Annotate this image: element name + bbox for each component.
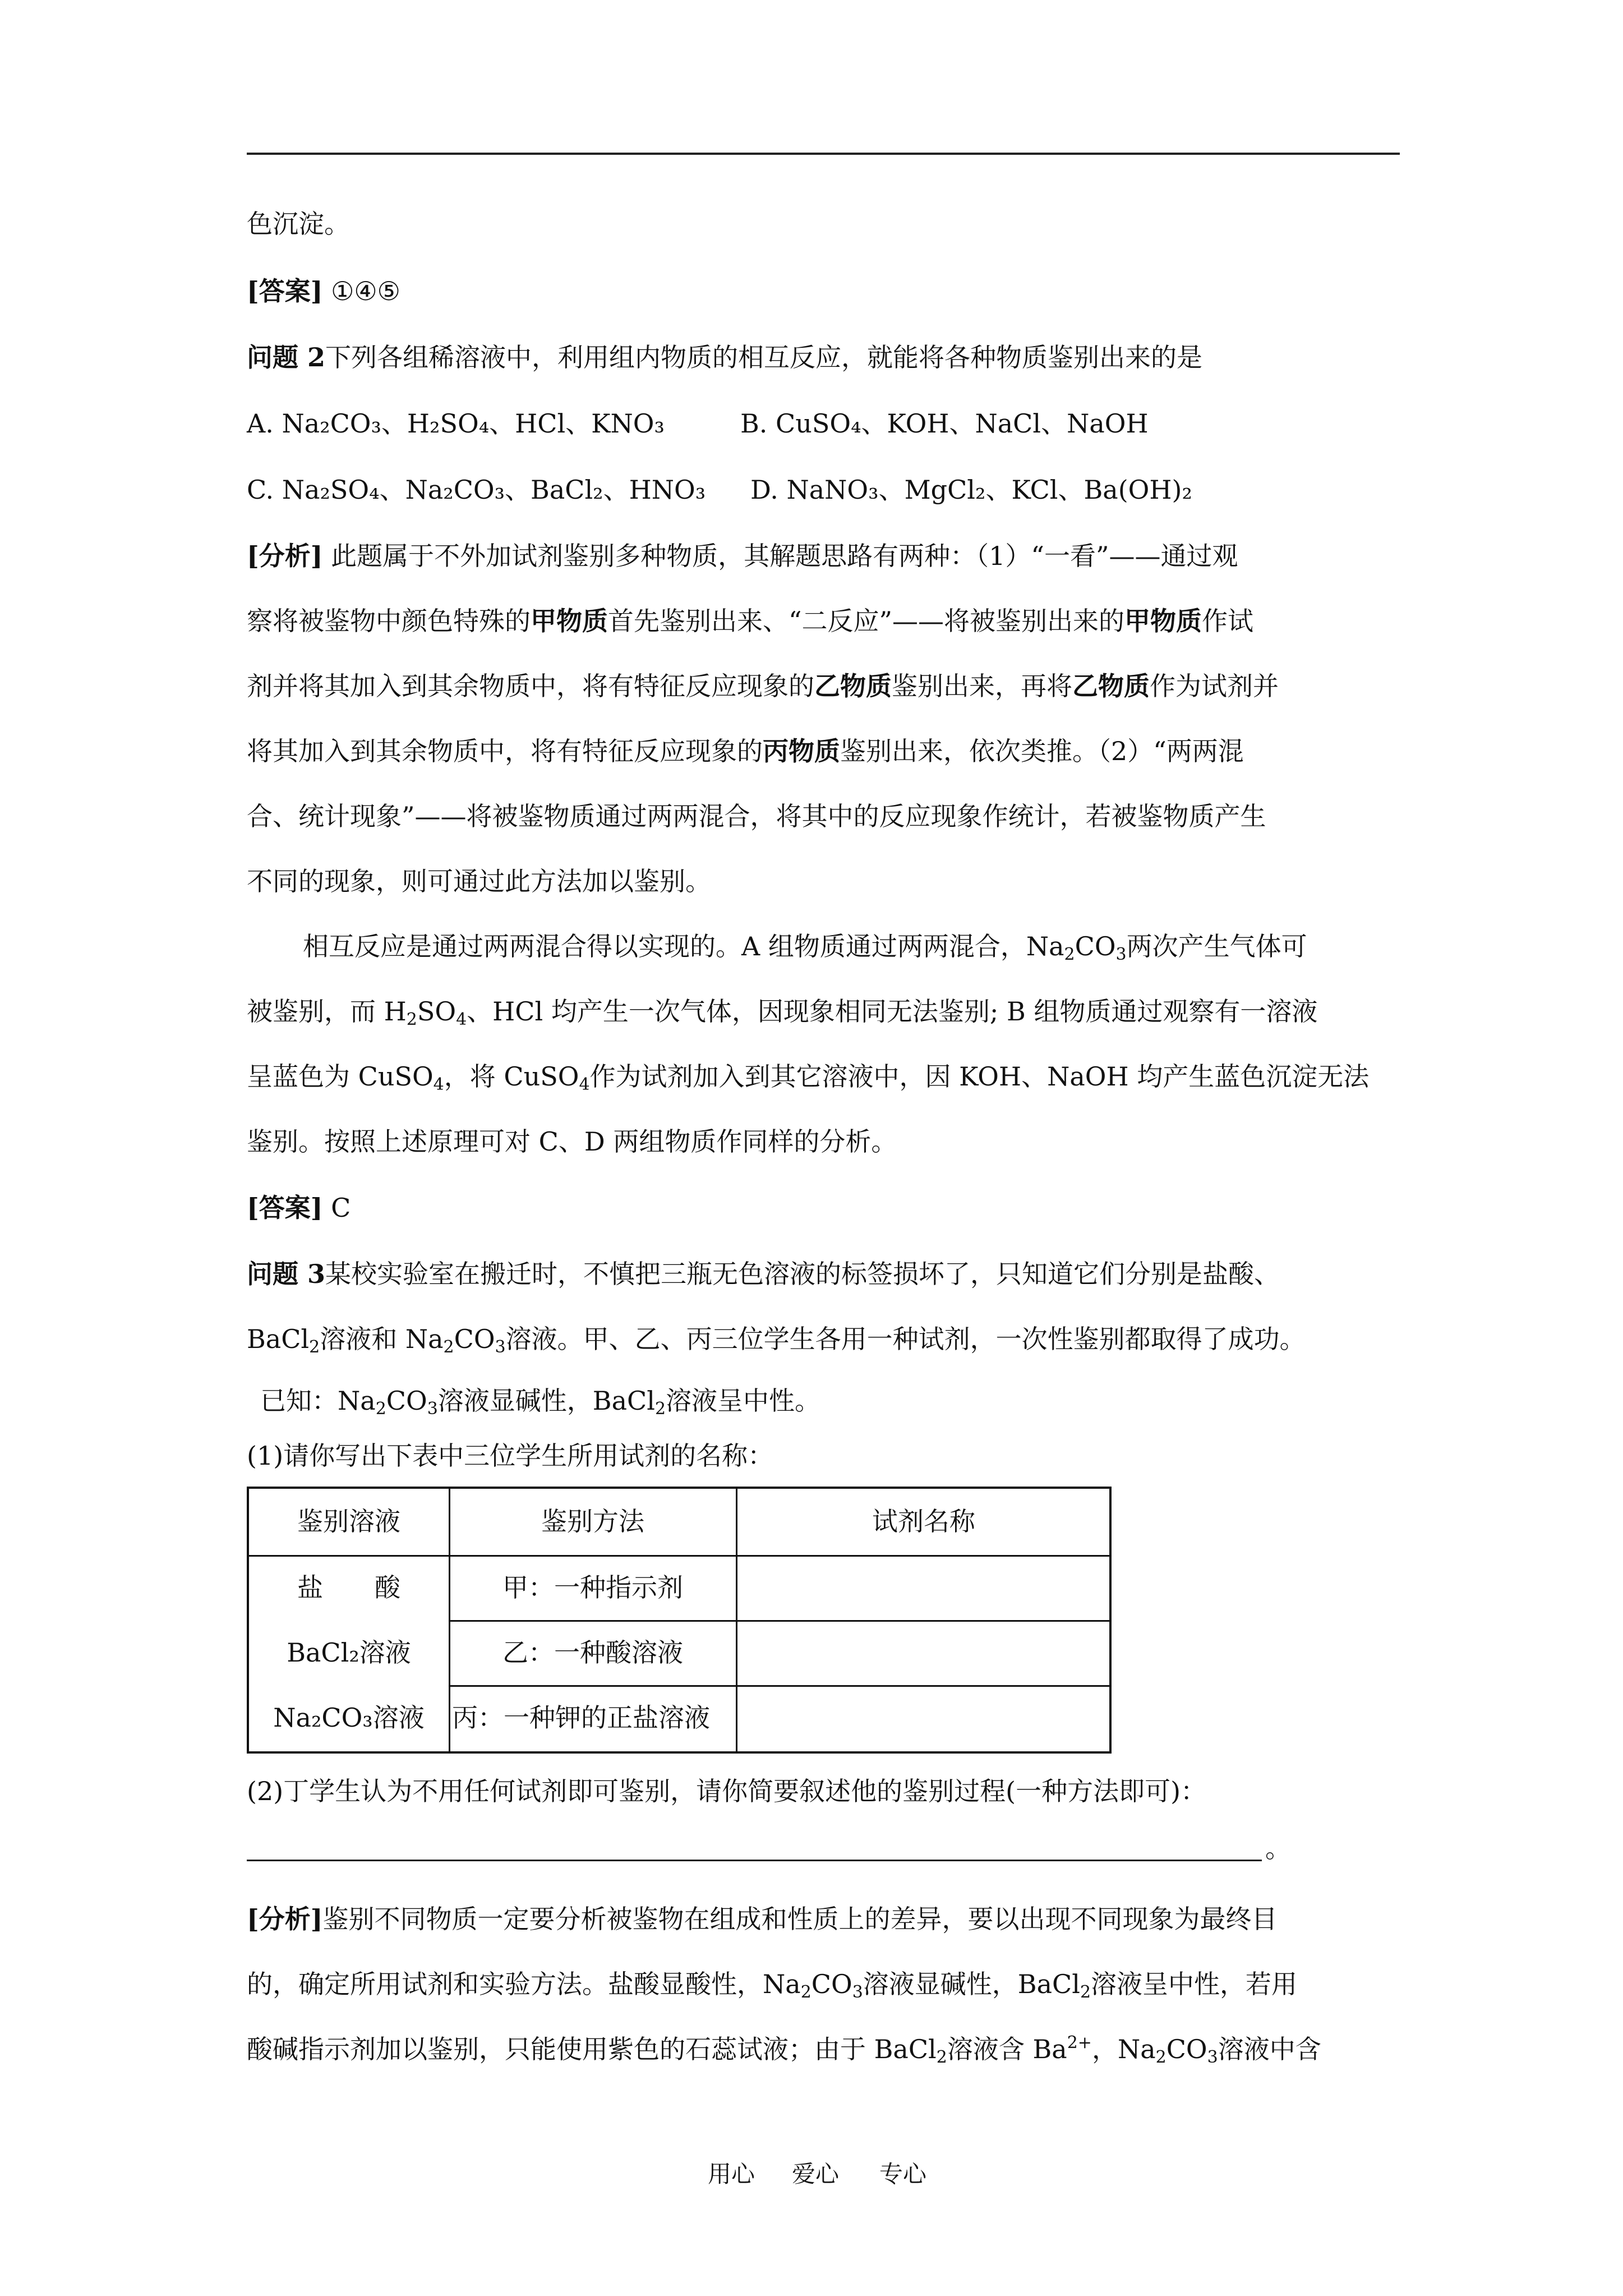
para-line-1: 相互反应是通过两两混合得以实现的。A 组物质通过两两混合，$Na_2CO_3$两次产生气体可 [303,931,1307,964]
option-c: C. Na₂SO₄、Na₂CO₃、BaCl₂、HNO₃ [247,475,706,505]
closing-line-3: 酸碱指示剂加以鉴别，只能使用紫色的石蕊试液；由于 BaCl$_2$溶液含 $Ba^{2+}$，$Na_2CO_3$溶液中含 [247,2033,1321,2067]
analysis-line-6: 不同的现象，则可通过此方法加以鉴别。 [247,866,711,896]
para-line-2: 被鉴别，而 $H_2SO_4$、HCl 均产生一次气体，因现象相同无法鉴别; B 组物质通过观察有一溶液 [247,996,1318,1029]
text-line: 色沉淀。 [247,209,350,239]
answer-1: [答案] ①④⑤ [247,276,400,306]
table-cell: 乙：一种酸溶液 [502,1637,683,1668]
footer-word: 爱心 [792,2160,840,2188]
option-a: A. Na₂CO₃、H₂SO₄、HCl、KNO₃ [247,408,665,439]
table-divider [449,1620,1109,1622]
table-cell: BaCl₂溶液 [287,1637,411,1668]
header-rule [247,153,1400,155]
table-header: 试剂名称 [872,1506,975,1536]
footer-word: 专心 [879,2160,927,2188]
para-line-4: 鉴别。按照上述原理可对 C、D 两组物质作同样的分析。 [247,1126,897,1157]
table-header: 鉴别方法 [541,1506,644,1536]
reagent-table [247,1487,1112,1754]
para-line-3: 呈蓝色为 CuSO$_4$，将 CuSO$_4$作为试剂加入到其它溶液中，因 KOH、NaOH 均产生蓝色沉淀无法 [247,1061,1370,1094]
table-divider [449,1685,1109,1687]
option-d: D. NaNO₃、MgCl₂、KCl、Ba(OH)₂ [750,475,1192,505]
analysis-line-2: 察将被鉴物中颜色特殊的甲物质首先鉴别出来、“二反应”——将被鉴别出来的甲物质作试 [247,606,1254,636]
table-cell: 丙：一种钾的正盐溶液 [452,1703,710,1733]
question-3: 问题 3某校实验室在搬迁时，不慎把三瓶无色溶液的标签损坏了，只知道它们分别是盐酸、 [247,1259,1280,1289]
table-divider [249,1555,1109,1557]
closing-line-2: 的，确定所用试剂和实验方法。盐酸显酸性，$Na_2CO_3$溶液显碱性，BaCl$_2$溶液呈中性，若用 [247,1969,1298,2002]
analysis-line-4: 将其加入到其余物质中，将有特征反应现象的丙物质鉴别出来，依次类推。（2）“两两混 [247,736,1244,766]
answer-period: 。 [1265,1833,1291,1864]
part-2-prompt: (2)丁学生认为不用任何试剂即可鉴别，请你简要叙述他的鉴别过程(一种方法即可)： [247,1776,1207,1806]
known-line: 已知：$Na_2CO_3$溶液显碱性，BaCl$_2$溶液呈中性。 [260,1386,821,1419]
footer-word: 用心 [708,2160,755,2188]
table-cell: 甲：一种指示剂 [502,1572,683,1603]
analysis-line-3: 剂并将其加入到其余物质中，将有特征反应现象的乙物质鉴别出来，再将乙物质作为试剂并 [247,671,1279,701]
question-2: 问题 2下列各组稀溶液中，利用组内物质的相互反应，就能将各种物质鉴别出来的是 [247,342,1203,372]
answer-cell[interactable] [737,1701,1110,1734]
analysis-line-1: [分析] 此题属于不外加试剂鉴别多种物质，其解题思路有两种：（1）“一看”——通过观 [247,541,1238,571]
part-1-prompt: (1)请你写出下表中三位学生所用试剂的名称： [247,1441,774,1471]
answer-cell[interactable] [737,1571,1110,1604]
answer-2: [答案] C [247,1193,351,1223]
table-cell: 盐 酸 [297,1572,400,1603]
answer-cell[interactable] [737,1636,1110,1669]
answer-blank-line[interactable] [247,1860,1262,1861]
closing-line-1: [分析]鉴别不同物质一定要分析被鉴物在组成和性质上的差异，要以出现不同现象为最终目 [247,1904,1278,1934]
table-cell: Na₂CO₃溶液 [273,1703,425,1733]
table-header: 鉴别溶液 [297,1506,400,1536]
analysis-line-5: 合、统计现象”——将被鉴物质通过两两混合，将其中的反应现象作统计，若被鉴物质产生 [247,801,1266,831]
option-b: B. CuSO₄、KOH、NaCl、NaOH [740,408,1149,439]
question-3-line-2: BaCl$_2$溶液和 $Na_2CO_3$溶液。甲、乙、丙三位学生各用一种试剂，一次性鉴别都取得了成功。 [247,1324,1306,1357]
